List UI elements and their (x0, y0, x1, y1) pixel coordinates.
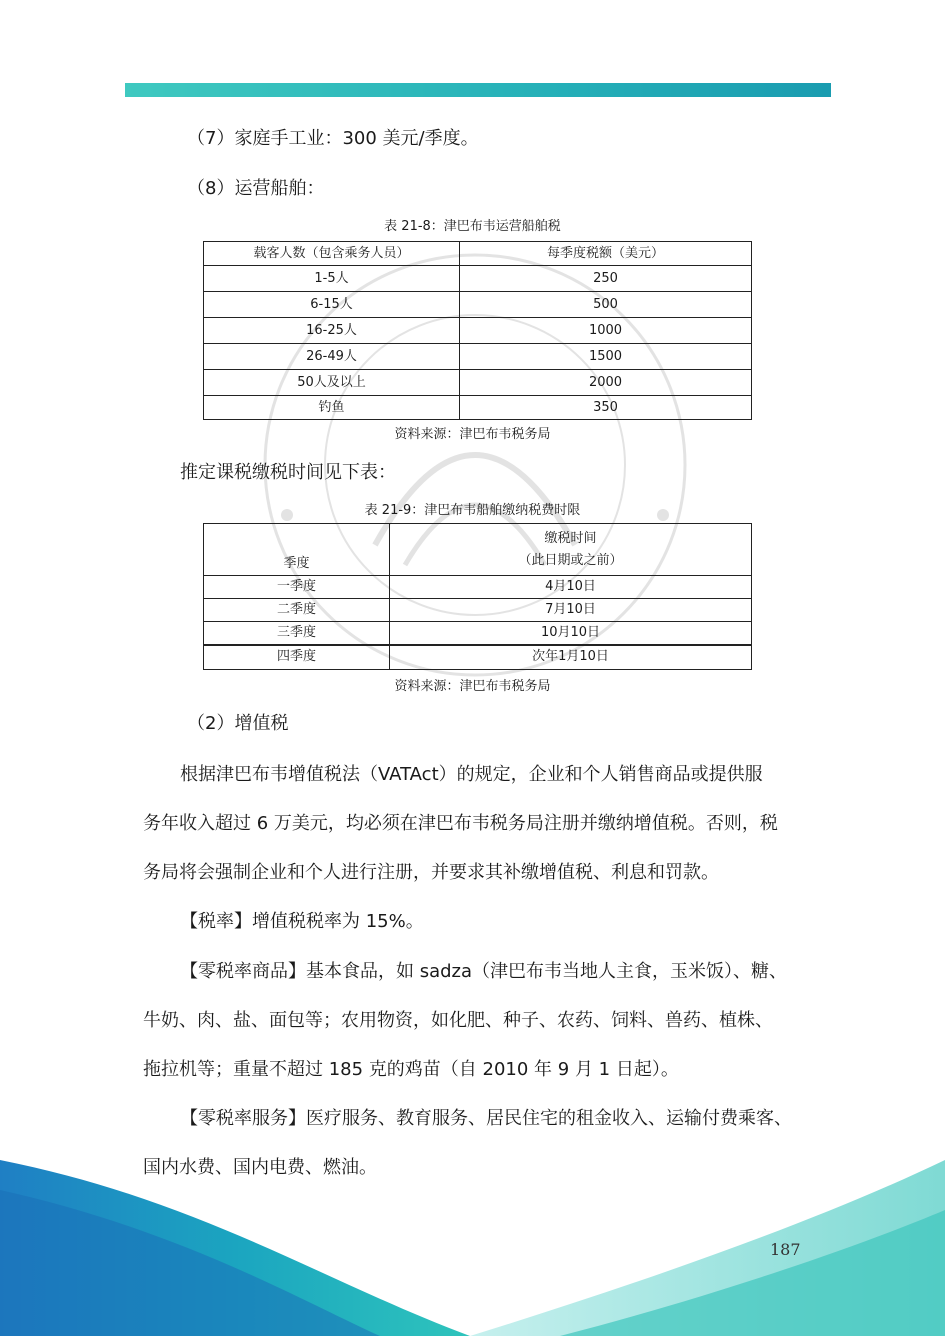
table-cell: 16-25人 (204, 318, 460, 344)
table1-caption: 表 21-8：津巴布韦运营船舶税 (384, 219, 561, 234)
page-number: 187 (770, 1240, 801, 1259)
table-header-cell: 每季度税额（美元） (460, 242, 752, 266)
table-row (204, 599, 752, 622)
table-cell: 500 (460, 292, 752, 318)
table-cell: 二季度 (204, 599, 390, 622)
header-accent-bar (125, 83, 831, 97)
header-time-line1: 缴税时间 (544, 530, 597, 546)
footer-wave-decoration (0, 1130, 945, 1336)
table-cell: 三季度 (204, 622, 390, 645)
boat-tax-table (203, 241, 752, 420)
table-cell: 4月10日 (390, 576, 752, 599)
table-row (204, 266, 752, 292)
table-cell: 1000 (460, 318, 752, 344)
table-row (204, 318, 752, 344)
vat-paragraph-line: 务年收入超过 6 万美元，均必须在津巴布韦税务局注册并缴纳增值税。否则，税 (143, 813, 778, 834)
table-cell: 1-5人 (204, 266, 460, 292)
table-row (204, 344, 752, 370)
zero-rated-goods-line: 【零税率商品】基本食品，如 sadza（津巴布韦当地人主食，玉米饭）、糖、 (180, 961, 788, 982)
table-header-row (204, 524, 752, 576)
table-row (204, 370, 752, 396)
table-cell: 一季度 (204, 576, 390, 599)
vat-paragraph-line: 务局将会强制企业和个人进行注册，并要求其补缴增值税、利息和罚款。 (143, 862, 719, 883)
table-cell: 2000 (460, 370, 752, 396)
table-header-cell: 载客人数（包含乘务人员） (204, 242, 460, 266)
table-cell: 四季度 (204, 645, 390, 670)
table-cell: 1500 (460, 344, 752, 370)
vat-heading: （2）增值税 (187, 713, 289, 734)
vat-rate: 【税率】增值税税率为 15%。 (180, 911, 424, 932)
table2-caption: 表 21-9：津巴布韦船舶缴纳税费时限 (364, 503, 581, 518)
table1-source: 资料来源：津巴布韦税务局 (394, 427, 551, 442)
item-operating-boats: （8）运营船舶： (187, 178, 325, 199)
table-cell: 6-15人 (204, 292, 460, 318)
table-cell: 次年1月10日 (390, 645, 752, 670)
table-header-cell: 季度 (204, 524, 390, 576)
table-row (204, 396, 752, 420)
zero-rated-goods-line: 牛奶、肉、盐、面包等；农用物资，如化肥、种子、农药、饲料、兽药、植株、 (143, 1010, 773, 1031)
table-cell: 钓鱼 (204, 396, 460, 420)
table-cell: 10月10日 (390, 622, 752, 645)
table-cell: 7月10日 (390, 599, 752, 622)
table2-source: 资料来源：津巴布韦税务局 (394, 679, 551, 694)
header-time-line2: （此日期或之前） (518, 552, 623, 568)
zero-rated-goods-line: 拖拉机等；重量不超过 185 克的鸡苗（自 2010 年 9 月 1 日起）。 (143, 1059, 679, 1080)
schedule-intro: 推定课税缴税时间见下表： (180, 462, 396, 483)
zero-rated-services-line: 【零税率服务】医疗服务、教育服务、居民住宅的租金收入、运输付费乘客、 (180, 1108, 792, 1129)
table-row (204, 576, 752, 599)
table-cell: 350 (460, 396, 752, 420)
table-row (204, 292, 752, 318)
table-header-row (204, 242, 752, 266)
item-household-industry: （7）家庭手工业：300 美元/季度。 (187, 128, 479, 149)
zero-rated-services-line: 国内水费、国内电费、燃油。 (143, 1157, 377, 1178)
table-row (204, 645, 752, 670)
table-row (204, 622, 752, 645)
table-header-cell (390, 524, 752, 576)
table-cell: 250 (460, 266, 752, 292)
table-cell: 26-49人 (204, 344, 460, 370)
vat-paragraph-line: 根据津巴布韦增值税法（VATAct）的规定，企业和个人销售商品或提供服 (180, 764, 763, 785)
table-cell: 50人及以上 (204, 370, 460, 396)
payment-deadline-table (203, 523, 752, 670)
